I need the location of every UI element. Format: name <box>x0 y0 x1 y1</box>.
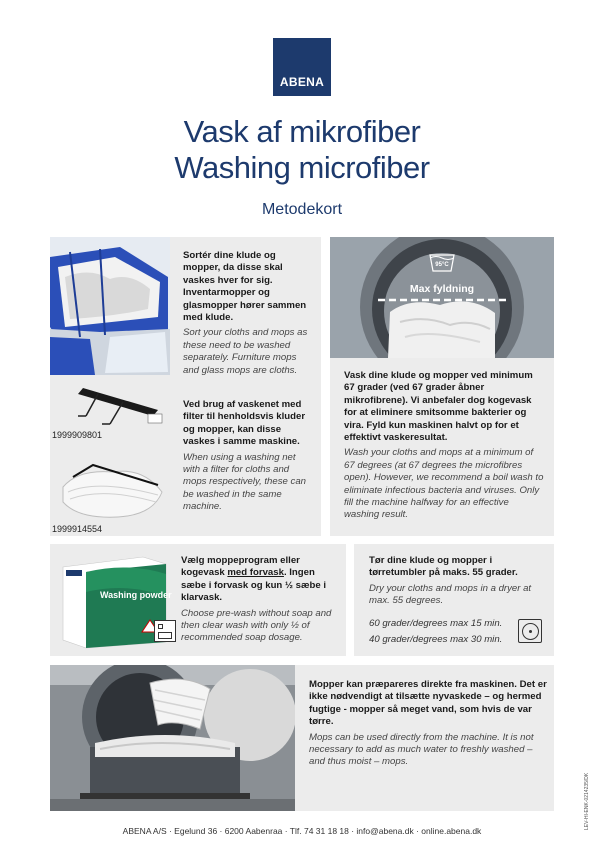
product-code-2: 1999914554 <box>52 524 103 534</box>
dry-text-english: Dry your cloths and mops in a dryer at max. 55 degrees. <box>369 582 532 607</box>
net-text-danish: Ved brug af vaskenet med filter til henholdsvis kluder og mopper, kan disse vaskes i samme maskine. <box>183 399 306 448</box>
sort-text-danish: Sortér dine klude og mopper, da disse skal vaskes hver for sig. Inventarmopper og glasmopper hører sammen med klude. <box>183 250 307 324</box>
powder-box-label: Washing powder <box>100 590 172 600</box>
sort-instructions <box>183 250 313 377</box>
prepare-text-english: Mops can be used directly from the machine. It is not necessary to add as much water to freshly washed – and thus moist – mops. <box>309 731 534 768</box>
dry-program-40: 40 grader/degrees max 30 min. <box>369 634 503 646</box>
footer-contact: ABENA A/S · Egelund 36 · 6200 Aabenraa · Tlf. 74 31 18 18 · info@abena.dk · online.abena.dk <box>122 826 482 836</box>
cloths-basket-image <box>50 237 170 375</box>
program-instructions <box>181 555 339 645</box>
wash-instructions <box>344 370 544 522</box>
product-code-1: 1999909801 <box>52 430 103 440</box>
wash-text-danish: Vask dine klude og mopper ved minimum 67 grader (ved 67 grader åbner mikrofibrene). Vi anbefaler dog kogevask for at eliminere smitsomme bakterier og vira. Fyld kun maskinen halvt op for et effektivt vaskeresultat. <box>344 370 533 444</box>
net-instructions <box>183 399 313 514</box>
dry-programs <box>369 618 509 647</box>
dry-instructions <box>369 555 549 608</box>
detergent-drawer-icon <box>154 620 176 642</box>
dry-text-danish: Tør dine klude og mopper i tørretumbler på maks. 55 grader. <box>369 555 518 579</box>
dry-program-60: 60 grader/degrees max 15 min. <box>369 618 503 629</box>
washing-net-image-2 <box>58 447 166 523</box>
sort-text-english: Sort your cloths and mops as these need to be washed separately. Furniture mops and glass mops are cloths. <box>183 327 308 376</box>
tumble-dry-icon <box>518 619 542 643</box>
wash-text-english: Wash your cloths and mops at a minimum of 67 degrees (at 67 degrees the microfibres open). However, we recommend a boil wash to eliminate infectious bacteria and viruses. Only fill the machine halfway for an effective washing result. <box>344 447 544 521</box>
prepare-instructions <box>309 679 547 769</box>
temp-symbol-icon: 95°C <box>435 262 449 268</box>
title-english: Washing microfiber <box>174 150 430 185</box>
prepare-text-danish: Mopper kan præpareres direkte fra maskinen. Det er ikke nødvendigt at tilsætte nyvaskede – og hermed fugtige - mopper så meget vand, som hvis de var tørre. <box>309 679 547 728</box>
washing-net-image-1 <box>68 380 168 430</box>
program-text-danish: Vælg moppeprogram eller kogevask med forvask. Ingen sæbe i forvask og kun ½ sæbe i klarvask. <box>181 555 327 604</box>
title-danish: Vask af mikrofiber <box>183 114 421 149</box>
washing-machine-image <box>330 237 554 358</box>
document-code: LEV-HI-ENK-0214235/DK <box>584 772 590 830</box>
mop-preparation-image <box>50 665 295 811</box>
subtitle: Metodekort <box>261 201 343 218</box>
logo-text: ABENA <box>279 75 325 89</box>
program-text-english: Choose pre-wash without soap and then clear wash with only ½ of recommended soap dosage. <box>181 607 332 644</box>
net-text-english: When using a washing net with a filter for cloths and mops respectively, these can be washed in the same machine. <box>183 451 306 513</box>
max-fill-label: Max fyldning <box>409 283 475 295</box>
abena-logo <box>273 38 331 96</box>
